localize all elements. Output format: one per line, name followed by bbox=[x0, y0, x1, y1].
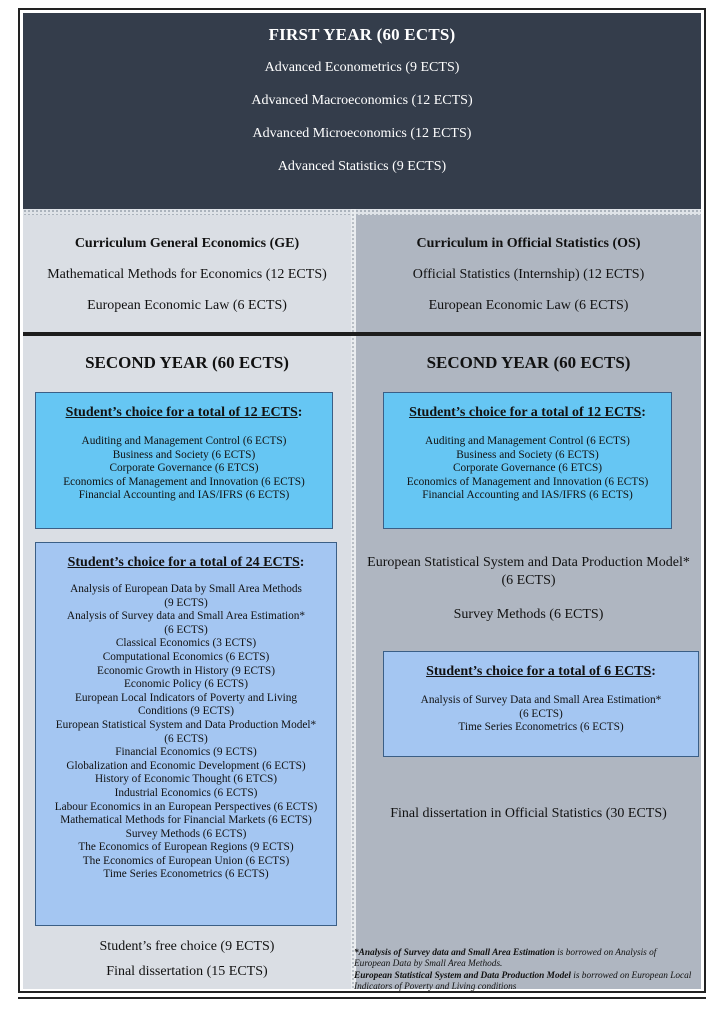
list-item: Analysis of Survey Data and Small Area Estimation* bbox=[420, 694, 662, 706]
list-item: Financial Accounting and IAS/IFRS (6 ECTS) bbox=[78, 489, 290, 502]
footnote-2: European Statistical System and Data Production Model is borrowed on European Local Indicators of Poverty and Living conditions bbox=[354, 970, 692, 993]
ge-final-dissertation: Final dissertation (15 ECTS) bbox=[106, 964, 268, 979]
second-year-os-title: SECOND YEAR (60 ECTS) bbox=[426, 353, 631, 372]
os-final-dissertation: Final dissertation in Official Statistics (30 ECTS) bbox=[390, 806, 667, 821]
os-survey-methods: Survey Methods (6 ECTS) bbox=[453, 607, 604, 622]
curriculum-ge-course: Mathematical Methods for Economics (12 ECTS) bbox=[47, 267, 327, 282]
os-essd-course: European Statistical System and Data Production Model* (6 ECTS) bbox=[367, 555, 690, 588]
list-item: (6 ECTS) bbox=[519, 707, 563, 720]
list-item: Economics of Management and Innovation (6 ECTS) bbox=[63, 475, 305, 488]
list-item: Survey Methods (6 ECTS) bbox=[125, 827, 247, 840]
list-item: Business and Society (6 ECTS) bbox=[456, 448, 599, 461]
list-item: European Statistical System and Data Production Model* bbox=[55, 718, 317, 731]
list-item: (6 ECTS) bbox=[164, 623, 208, 636]
list-item: History of Economic Thought (6 ETCS) bbox=[94, 773, 278, 786]
first-year-title: FIRST YEAR (60 ECTS) bbox=[268, 25, 456, 44]
os-choice-6-box bbox=[383, 651, 699, 757]
curriculum-os-course: European Economic Law (6 ECTS) bbox=[428, 298, 629, 313]
os-choice-6-list bbox=[384, 694, 698, 735]
list-item: (6 ECTS) bbox=[164, 732, 208, 745]
list-item: The Economics of European Union (6 ECTS) bbox=[82, 854, 290, 867]
curriculum-ge-panel bbox=[23, 215, 351, 332]
curriculum-ge-course: European Economic Law (6 ECTS) bbox=[87, 298, 287, 313]
list-item: Computational Economics (6 ECTS) bbox=[102, 650, 270, 663]
os-choice-12-title: Student’s choice for a total of 12 ECTS: bbox=[409, 405, 646, 420]
list-item: Classical Economics (3 ECTS) bbox=[115, 637, 257, 650]
ge-choice-24-list bbox=[36, 583, 336, 882]
program-structure-frame bbox=[18, 8, 706, 993]
bottom-rule bbox=[18, 997, 706, 999]
os-choice-12-box bbox=[383, 392, 672, 529]
list-item: Globalization and Economic Development (6 ECTS) bbox=[66, 759, 306, 772]
list-item: (9 ECTS) bbox=[164, 596, 208, 609]
list-item: Analysis of European Data by Small Area Methods bbox=[70, 583, 302, 595]
ge-free-choice: Student’s free choice (9 ECTS) bbox=[99, 939, 275, 954]
list-item: Economics of Management and Innovation (6 ECTS) bbox=[406, 475, 649, 488]
list-item: Corporate Governance (6 ETCS) bbox=[452, 462, 602, 475]
list-item: The Economics of European Regions (9 ECTS) bbox=[78, 841, 294, 854]
list-item: Financial Economics (9 ECTS) bbox=[115, 746, 257, 759]
ge-choice-24-box bbox=[35, 542, 337, 926]
list-item: Time Series Econometrics (6 ECTS) bbox=[103, 868, 269, 881]
list-item: European Local Indicators of Poverty and Living bbox=[74, 691, 298, 704]
list-item: Auditing and Management Control (6 ECTS) bbox=[81, 435, 287, 447]
second-year-ge-title: SECOND YEAR (60 ECTS) bbox=[85, 353, 289, 372]
list-item: Analysis of Survey data and Small Area Estimation* bbox=[66, 610, 306, 623]
list-item: Corporate Governance (6 ETCS) bbox=[109, 462, 259, 475]
curriculum-os-panel bbox=[356, 215, 701, 332]
first-year-course: Advanced Statistics (9 ECTS) bbox=[277, 159, 447, 174]
list-item: Business and Society (6 ECTS) bbox=[112, 448, 256, 461]
list-item: Economic Growth in History (9 ECTS) bbox=[97, 664, 275, 677]
curriculum-os-course: Official Statistics (Internship) (12 ECTS) bbox=[412, 267, 645, 282]
first-year-course: Advanced Macroeconomics (12 ECTS) bbox=[251, 93, 473, 108]
list-item: Auditing and Management Control (6 ECTS) bbox=[425, 435, 630, 447]
ge-choice-24-title: Student’s choice for a total of 24 ECTS: bbox=[67, 555, 305, 570]
list-item: Mathematical Methods for Financial Markets (6 ECTS) bbox=[60, 814, 312, 827]
footnote-1: *Analysis of Survey data and Small Area Estimation is borrowed on Analysis of European Data by Small Area Methods. bbox=[354, 948, 657, 970]
list-item: Labour Economics in an European Perspectives (6 ECTS) bbox=[54, 800, 318, 813]
list-item: Financial Accounting and IAS/IFRS (6 ECTS) bbox=[422, 489, 633, 502]
second-year-ge-panel bbox=[23, 336, 351, 989]
first-year-course: Advanced Microeconomics (12 ECTS) bbox=[252, 126, 472, 141]
os-choice-6-title: Student’s choice for a total of 6 ECTS: bbox=[426, 664, 656, 679]
second-year-os-panel bbox=[356, 336, 701, 989]
first-year-panel bbox=[23, 13, 701, 209]
footnote bbox=[354, 948, 694, 994]
os-choice-12-list bbox=[384, 435, 671, 503]
list-item: Industrial Economics (6 ECTS) bbox=[114, 786, 258, 799]
ge-choice-12-list bbox=[36, 435, 332, 503]
first-year-course: Advanced Econometrics (9 ECTS) bbox=[264, 60, 460, 75]
ge-choice-12-title: Student’s choice for a total of 12 ECTS: bbox=[65, 405, 303, 420]
ge-choice-12-box bbox=[35, 392, 333, 529]
curriculum-ge-title: Curriculum General Economics (GE) bbox=[74, 236, 300, 251]
list-item: Conditions (9 ECTS) bbox=[137, 705, 235, 718]
curriculum-os-title: Curriculum in Official Statistics (OS) bbox=[416, 236, 641, 251]
list-item: Time Series Econometrics (6 ECTS) bbox=[458, 721, 624, 734]
list-item: Economic Policy (6 ECTS) bbox=[124, 678, 248, 691]
